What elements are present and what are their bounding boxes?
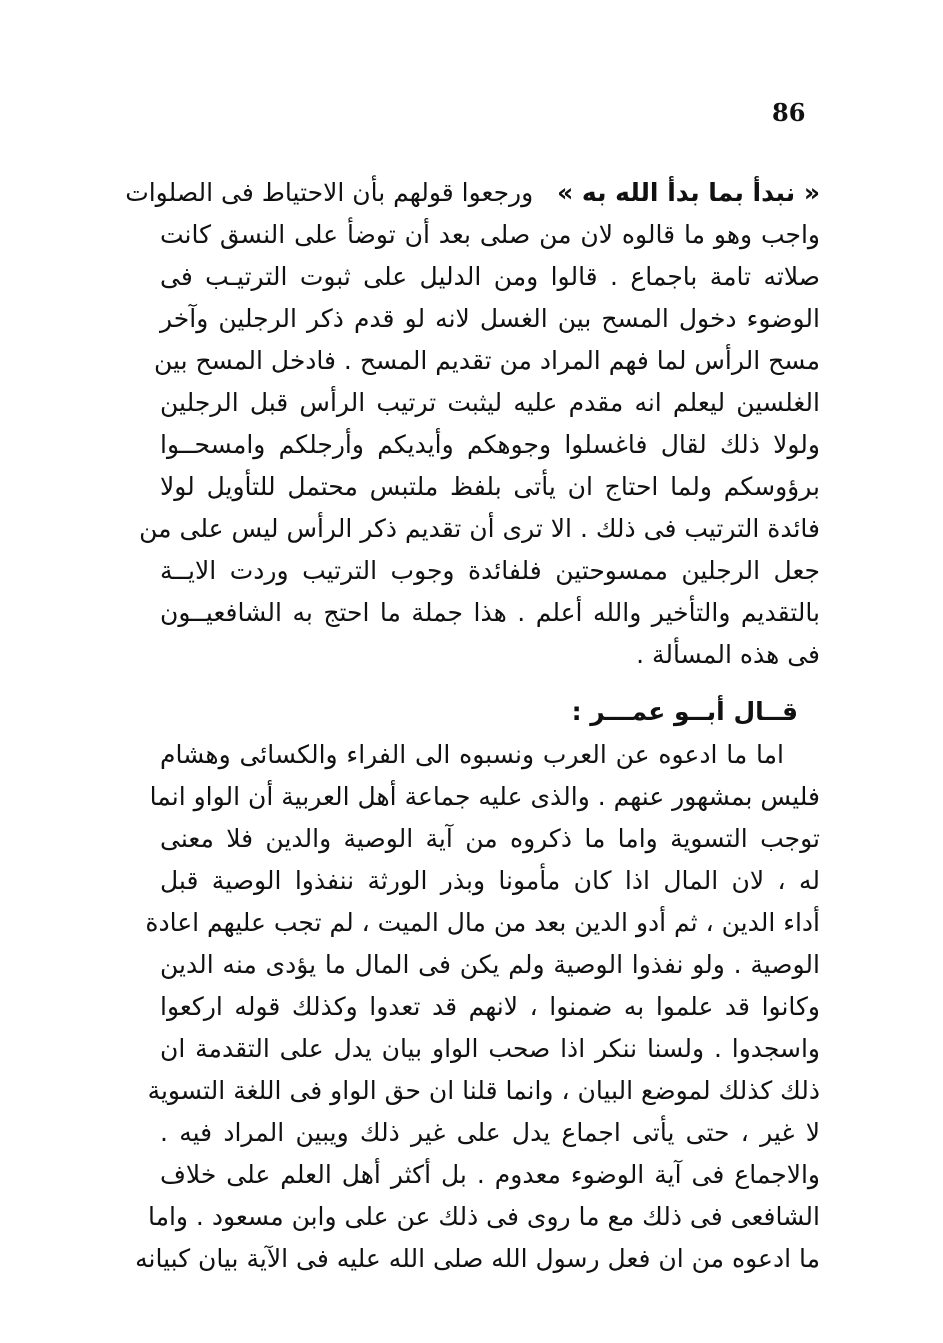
paragraph-line: أداء الدين ، ثم أدو الدين بعد من مال الميت ، لم تجب عليهم اعادة <box>145 908 820 937</box>
paragraph-line: الوصية . ولو نفذوا الوصية ولم يكن فى المال ما يؤدى منه الدين <box>160 950 820 979</box>
paragraph-line: اما ما ادعوه عن العرب ونسبوه الى الفراء والكسائى وهشام <box>160 740 784 769</box>
paragraph-line: واسجدوا . ولسنا ننكر اذا صحب الواو بيان يدل على التقدمة ان <box>160 1034 820 1063</box>
paragraph-2 <box>135 690 820 1280</box>
paragraph-line: صلاته تامة باجماع . قالوا ومن الدليل على ثبوت الترتيـب فى <box>160 262 820 291</box>
paragraph-line: بالتقديم والتأخير والله أعلم . هذا جملة ما احتج به الشافعيــون <box>160 598 820 627</box>
paragraph-line: واجب وهو ما قالوه لان من صلى بعد أن توضأ على النسق كانت <box>160 220 820 249</box>
paragraph-line: جعل الرجلين ممسوحتين فلفائدة وجوب الترتيب وردت الايــة <box>160 556 820 585</box>
paragraph-line: فليس بمشهور عنهم . والذى عليه جماعة أهل العربية أن الواو انما <box>149 782 820 811</box>
paragraph-line: لا غير ، حتى يأتى اجماع يدل على غير ذلك ويبين المراد فيه . <box>160 1118 820 1147</box>
page-number: 86 <box>772 98 806 127</box>
paragraph-line: مسح الرأس لما فهم المراد من تقديم المسح . فادخل المسح بين <box>154 346 820 375</box>
paragraph-last-line: فى هذه المسألة . <box>636 640 820 669</box>
paragraph-line: الشافعى فى ذلك مع ما روى فى ذلك عن على وابن مسعود . واما <box>147 1202 820 1231</box>
paragraph-line: الغلسين ليعلم انه مقدم عليه ليثبت ترتيب الرأس قبل الرجلين <box>160 388 820 417</box>
paragraph-line: برؤوسكم ولما احتاج ان يأتى بلفظ ملتبس محتمل للتأويل لولا <box>160 472 820 501</box>
paragraph-line: توجب التسوية واما ما ذكروه من آية الوصية والدين فلا معنى <box>160 824 820 853</box>
paragraph-line: له ، لان المال اذا كان مأمونا وبذر الورثة ننفذوا الوصية قبل <box>160 866 820 895</box>
paragraph-line: ولولا ذلك لقال فاغسلوا وجوهكم وأيديكم وأرجلكم وامسحــوا <box>160 430 820 459</box>
section-heading: قــال أبــو عمـــر : <box>571 697 798 726</box>
paragraph-line: وكانوا قد علموا به ضمنوا ، لانهم قد تعدوا وكذلك قوله اركعوا <box>160 992 820 1021</box>
paragraph-line <box>125 172 820 214</box>
paragraph-line: ذلك كذلك لموضع البيان ، وانما قلنا ان حق الواو فى اللغة التسوية <box>147 1076 820 1105</box>
quoted-phrase: « نبدأ بما بدأ الله به » <box>557 178 820 207</box>
paragraph-line: والاجماع فى آية الوضوء معدوم . بل أكثر أهل العلم على خلاف <box>160 1160 820 1189</box>
paragraph-line: الوضوء دخول المسح بين الغسل لانه لو قدم ذكر الرجلين وآخر <box>160 304 820 333</box>
paragraph-line: فائدة الترتيب فى ذلك . الا ترى أن تقديم ذكر الرأس ليس على من <box>139 514 820 543</box>
paragraph-1 <box>125 172 820 676</box>
paragraph-line: ما ادعوه من ان فعل رسول الله صلى الله عليه فى الآية بيان كبيانه <box>135 1244 820 1273</box>
line-text: ورجعوا قولهم بأن الاحتياط فى الصلوات <box>125 178 534 207</box>
